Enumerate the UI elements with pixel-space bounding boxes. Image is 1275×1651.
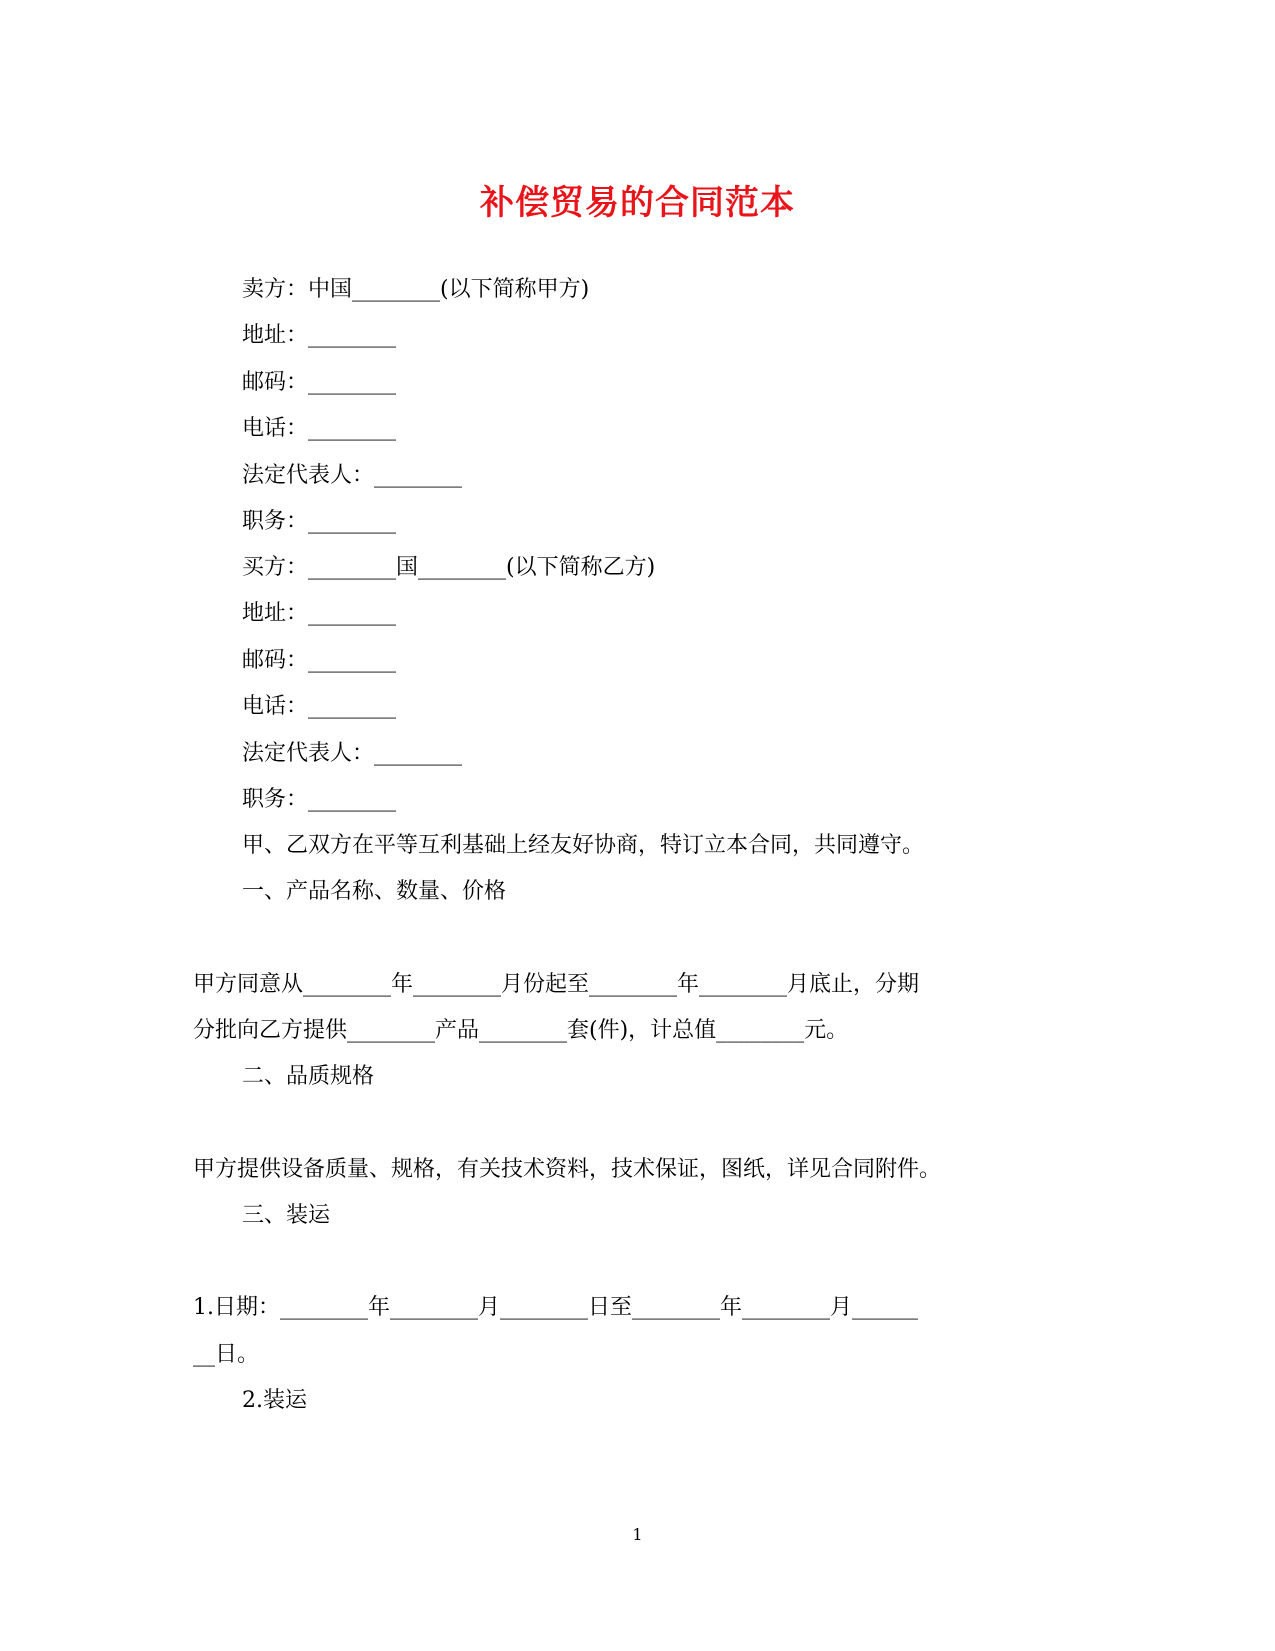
preamble-text: 甲、乙双方在平等互利基础上经友好协商，特订立本合同，共同遵守。	[242, 833, 925, 858]
section-1-body-line-2: 分批向乙方提供________产品________套(件)，计总值________元。	[193, 1018, 849, 1043]
section-2-heading: 二、品质规格	[242, 1064, 375, 1089]
buyer-line: 买方：________国________(以下简称乙方)	[242, 555, 656, 580]
seller-line: 卖方：中国________(以下简称甲方)	[242, 277, 590, 302]
buyer-phone: 电话：________	[242, 694, 397, 719]
section-3-heading: 三、装运	[242, 1203, 331, 1228]
buyer-address: 地址：________	[242, 601, 397, 626]
section-1-body-line-1: 甲方同意从________年________月份起至________年________月底止，分期	[193, 972, 920, 997]
section-1-heading: 一、产品名称、数量、价格	[242, 879, 507, 904]
document-title: 补偿贸易的合同范本	[480, 183, 795, 223]
section-2-body: 甲方提供设备质量、规格，有关技术资料，技术保证，图纸，详见合同附件。	[193, 1157, 942, 1182]
section-3-item-1-line-2: __日。	[193, 1342, 260, 1367]
buyer-postcode: 邮码：________	[242, 648, 397, 673]
buyer-legal-rep: 法定代表人：________	[242, 741, 463, 766]
seller-address: 地址：________	[242, 323, 397, 348]
seller-postcode: 邮码：________	[242, 370, 397, 395]
seller-phone: 电话：________	[242, 416, 397, 441]
page-number: 1	[632, 1525, 643, 1544]
section-3-item-1-line-1: 1.日期：________年________月________日至________年________月______	[193, 1295, 918, 1320]
seller-position: 职务：________	[242, 509, 397, 534]
seller-legal-rep: 法定代表人：________	[242, 463, 463, 488]
buyer-position: 职务：________	[242, 787, 397, 812]
section-3-item-2: 2.装运	[242, 1388, 307, 1413]
